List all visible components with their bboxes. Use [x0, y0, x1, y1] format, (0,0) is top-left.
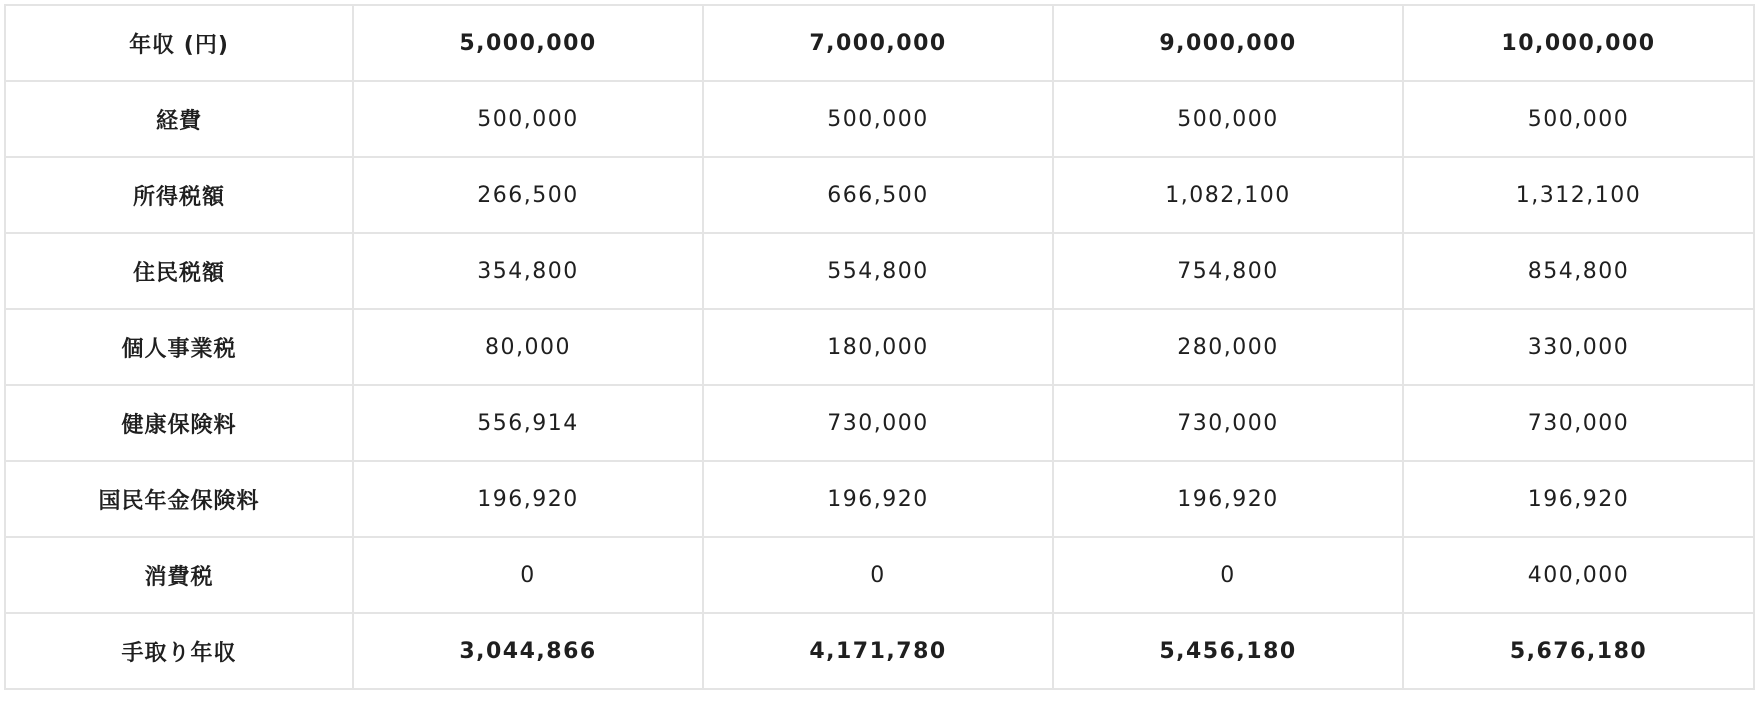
income-tax-table: [4, 4, 1755, 690]
table-cell: 266,500: [353, 157, 703, 233]
table-cell: 854,800: [1403, 233, 1754, 309]
net-income-cell: 5,456,180: [1053, 613, 1403, 689]
row-label-cell: 国民年金保険料: [5, 461, 353, 537]
header-income-cell: 9,000,000: [1053, 5, 1403, 81]
table-footer-row: [5, 613, 1754, 689]
table-cell: 500,000: [703, 81, 1053, 157]
table-cell: 0: [703, 537, 1053, 613]
table-cell: 730,000: [703, 385, 1053, 461]
table-cell: 554,800: [703, 233, 1053, 309]
footer-label-cell: 手取り年収: [5, 613, 353, 689]
table-cell: 500,000: [353, 81, 703, 157]
table-cell: 556,914: [353, 385, 703, 461]
table-cell: 196,920: [703, 461, 1053, 537]
table-row: [5, 385, 1754, 461]
table-cell: 666,500: [703, 157, 1053, 233]
table-cell: 0: [1053, 537, 1403, 613]
header-income-cell: 7,000,000: [703, 5, 1053, 81]
table-cell: 730,000: [1053, 385, 1403, 461]
table-row: [5, 157, 1754, 233]
table-cell: 500,000: [1403, 81, 1754, 157]
table-cell: 180,000: [703, 309, 1053, 385]
table-cell: 730,000: [1403, 385, 1754, 461]
table-row: [5, 461, 1754, 537]
table-cell: 1,082,100: [1053, 157, 1403, 233]
row-label-cell: 住民税額: [5, 233, 353, 309]
table-row: [5, 537, 1754, 613]
income-table-container: [4, 4, 1753, 690]
row-label-cell: 消費税: [5, 537, 353, 613]
table-cell: 280,000: [1053, 309, 1403, 385]
row-label-cell: 所得税額: [5, 157, 353, 233]
table-row: [5, 81, 1754, 157]
table-cell: 0: [353, 537, 703, 613]
table-row: [5, 233, 1754, 309]
table-row: [5, 309, 1754, 385]
row-label-cell: 健康保険料: [5, 385, 353, 461]
net-income-cell: 4,171,780: [703, 613, 1053, 689]
table-header-row: [5, 5, 1754, 81]
table-cell: 354,800: [353, 233, 703, 309]
row-label-cell: 個人事業税: [5, 309, 353, 385]
table-cell: 196,920: [1403, 461, 1754, 537]
row-label-cell: 経費: [5, 81, 353, 157]
header-income-cell: 5,000,000: [353, 5, 703, 81]
table-cell: 1,312,100: [1403, 157, 1754, 233]
table-cell: 196,920: [353, 461, 703, 537]
table-cell: 754,800: [1053, 233, 1403, 309]
header-label-cell: 年収 (円): [5, 5, 353, 81]
table-cell: 400,000: [1403, 537, 1754, 613]
table-cell: 330,000: [1403, 309, 1754, 385]
table-cell: 80,000: [353, 309, 703, 385]
table-cell: 196,920: [1053, 461, 1403, 537]
net-income-cell: 3,044,866: [353, 613, 703, 689]
header-income-cell: 10,000,000: [1403, 5, 1754, 81]
net-income-cell: 5,676,180: [1403, 613, 1754, 689]
table-cell: 500,000: [1053, 81, 1403, 157]
